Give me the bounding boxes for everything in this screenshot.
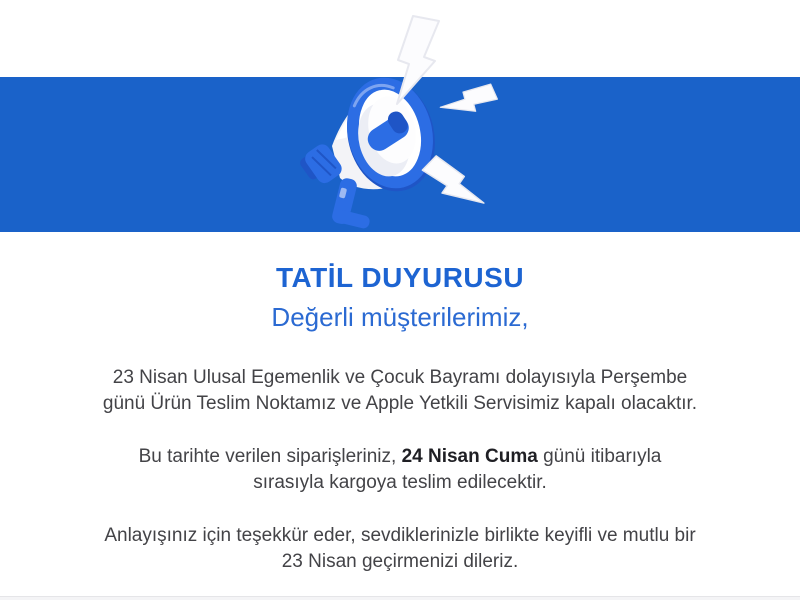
page-title: TATİL DUYURUSU [275,262,525,293]
text-line: günü Ürün Teslim Noktamız ve Apple Yetkili Servisimiz kapalı olacaktır. [102,393,698,414]
text-line: sırasıyla kargoya teslim edilecektir. [253,472,547,493]
lightning-bolt-top-icon [397,16,439,104]
page-subtitle: Değerli müşterilerimiz, [271,302,529,332]
paragraph-closure-notice [60,365,740,417]
announcement-content [0,232,800,575]
text-line: Bu tarihte verilen siparişleriniz, [138,446,402,467]
megaphone-lightning-icon [300,8,500,233]
banner [0,0,800,232]
text-line: Anlayışınız için teşekkür eder, sevdiklerinizle birlikte keyifli ve mutlu bir [104,525,696,546]
paragraph-thanks [60,523,740,575]
text-line: 23 Nisan geçirmenizi dileriz. [281,551,519,572]
highlight-date: 24 Nisan Cuma [401,446,538,467]
lightning-bolt-right-icon [440,76,500,129]
paragraph-shipping-info [60,444,740,496]
text-line: günü itibarıyla [537,446,662,467]
bottom-divider [0,596,800,600]
text-line: 23 Nisan Ulusal Egemenlik ve Çocuk Bayramı dolayısıyla Perşembe [112,367,688,388]
megaphone-handle-foot [337,209,371,229]
